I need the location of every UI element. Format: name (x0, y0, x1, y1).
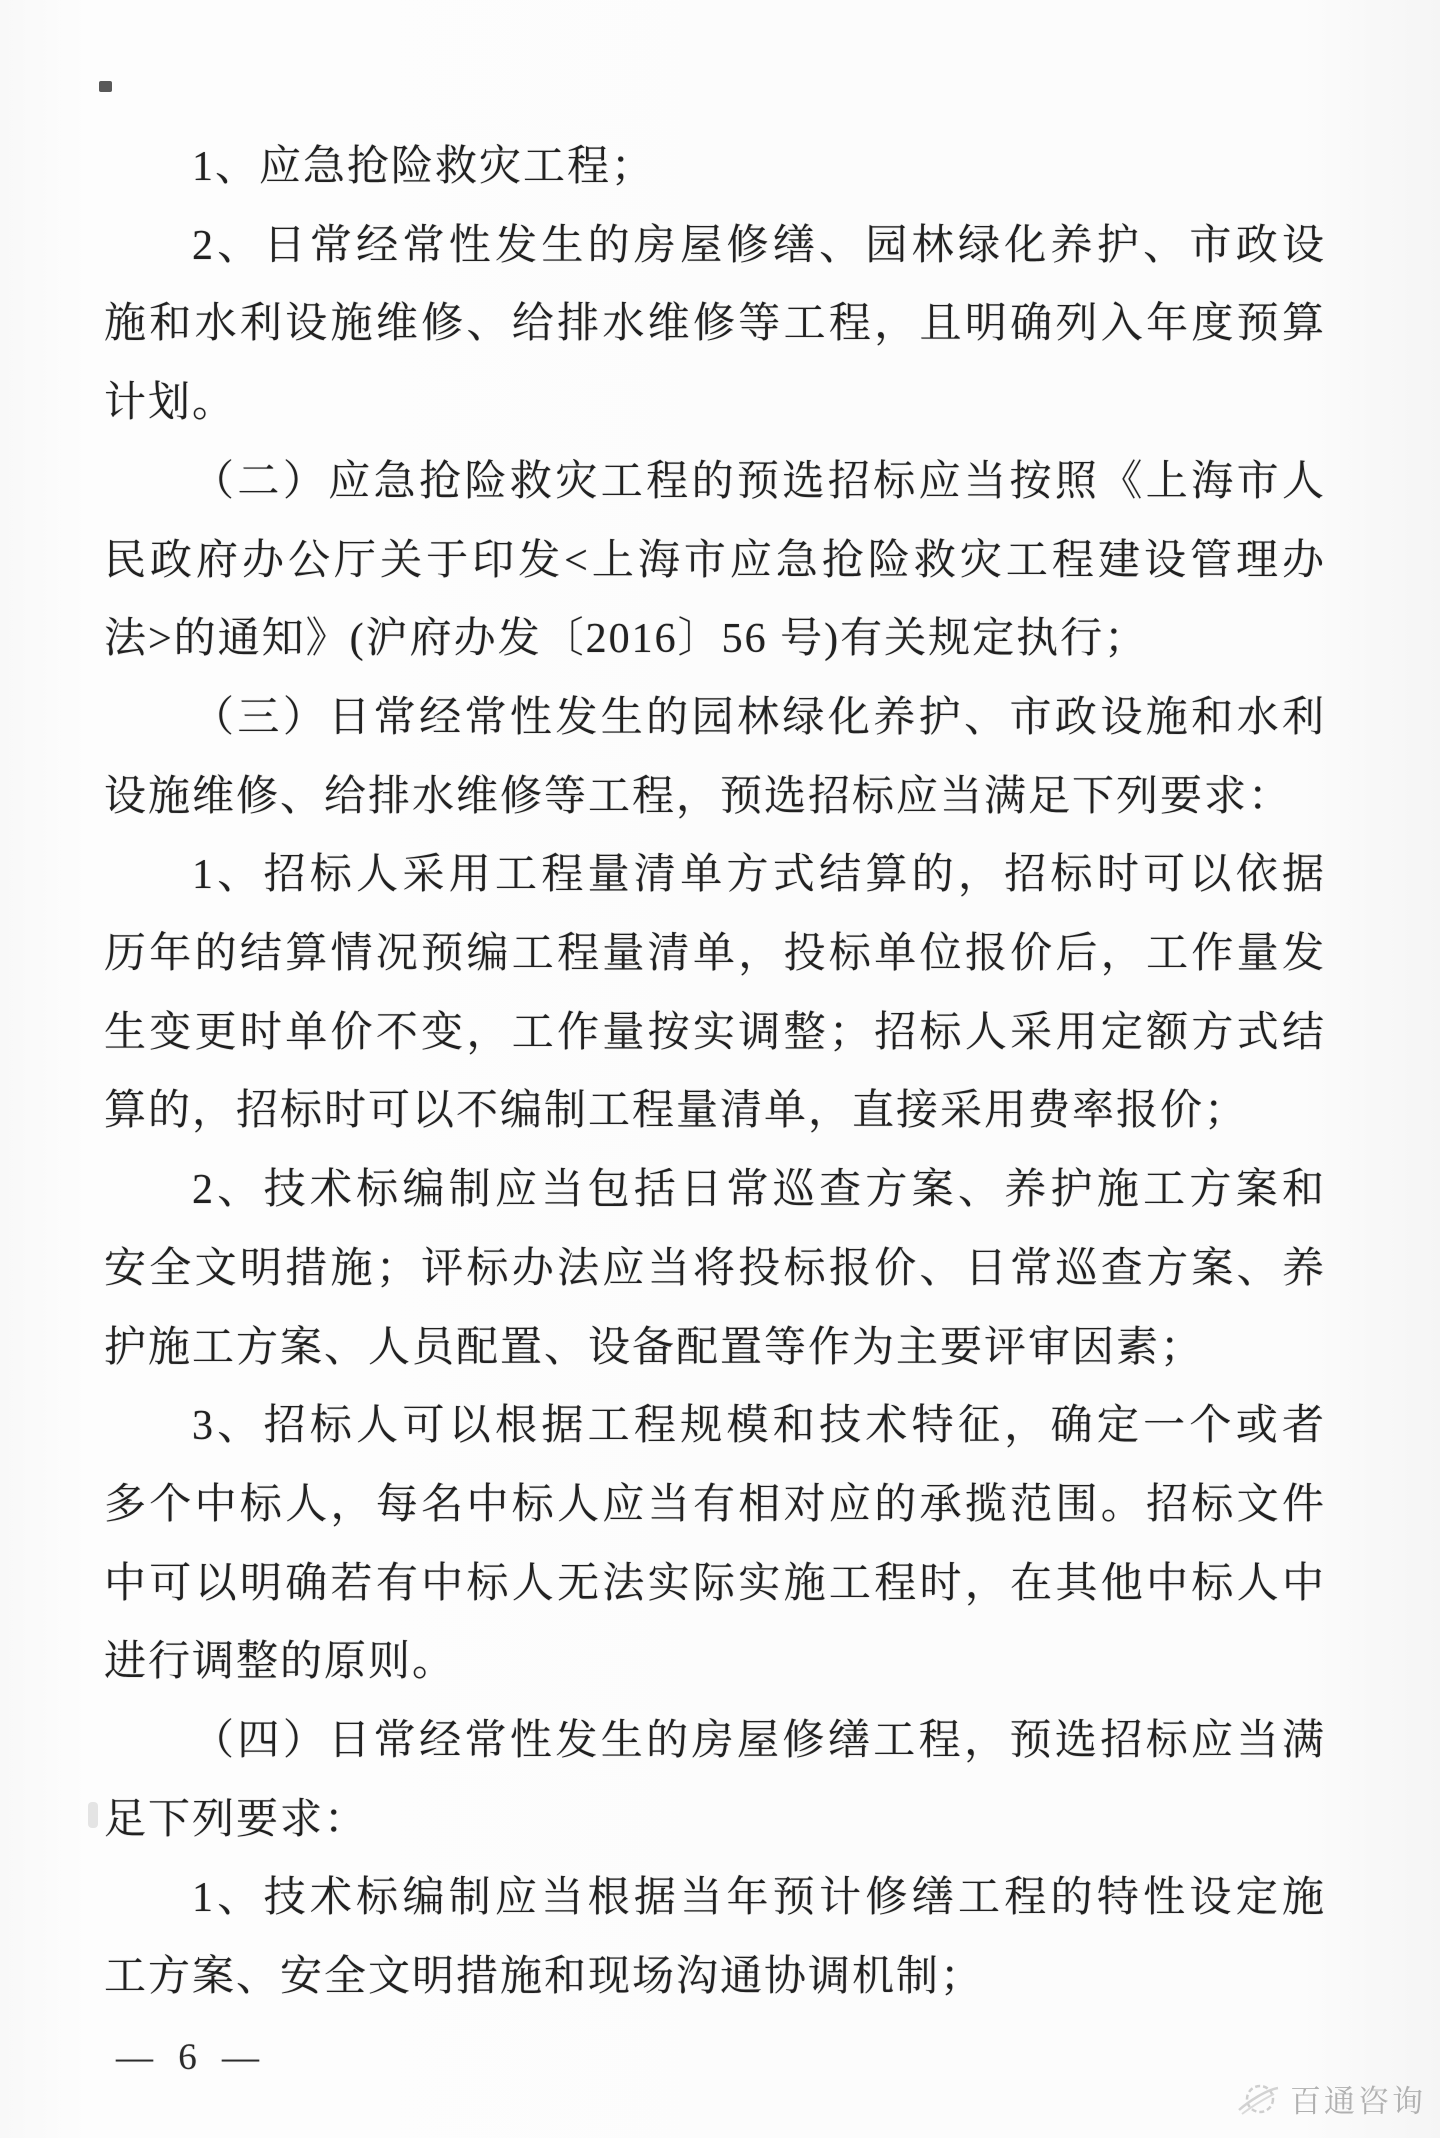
text-line: 进行调整的原则。 (104, 1639, 457, 1686)
text-line: 1、招标人采用工程量清单方式结算的，招标时可以依据 (192, 852, 1326, 899)
text-line: 算的，招标时可以不编制工程量清单，直接采用费率报价； (104, 1088, 1249, 1135)
watermark (1236, 2076, 1426, 2121)
watermark-label: 百通咨询 (1290, 2084, 1426, 2119)
page-number: — 6 — (116, 2037, 267, 2078)
baitong-logo-icon (1236, 2080, 1280, 2118)
scan-smudge (88, 1802, 98, 1828)
text-line: 历年的结算情况预编工程量清单，投标单位报价后，工作量发 (104, 931, 1326, 978)
text-line: 工方案、安全文明措施和现场沟通协调机制； (104, 1954, 985, 2001)
text-line: 3、招标人可以根据工程规模和技术特征，确定一个或者 (192, 1403, 1326, 1450)
text-line: 护施工方案、人员配置、设备配置等作为主要评审因素； (104, 1324, 1205, 1371)
scan-artifact (99, 81, 112, 92)
text-line: （三）日常经常性发生的园林绿化养护、市政设施和水利 (192, 694, 1326, 741)
text-line: 民政府办公厅关于印发<上海市应急抢险救灾工程建设管理办 (104, 537, 1326, 584)
document-page (104, 128, 1326, 2017)
text-line: （四）日常经常性发生的房屋修缮工程，预选招标应当满 (192, 1718, 1326, 1765)
text-line: 法>的通知》(沪府办发〔2016〕56 号)有关规定执行； (104, 616, 1149, 663)
text-line: 多个中标人，每名中标人应当有相对应的承揽范围。招标文件 (104, 1481, 1326, 1528)
text-line: （二）应急抢险救灾工程的预选招标应当按照《上海市人 (192, 458, 1326, 505)
text-line: 2、技术标编制应当包括日常巡查方案、养护施工方案和 (192, 1167, 1326, 1214)
text-line: 2、日常经常性发生的房屋修缮、园林绿化养护、市政设 (192, 222, 1326, 269)
text-line: 施和水利设施维修、给排水维修等工程，且明确列入年度预算 (104, 301, 1326, 348)
text-line: 1、技术标编制应当根据当年预计修缮工程的特性设定施 (192, 1875, 1326, 1922)
text-line: 设施维修、给排水维修等工程，预选招标应当满足下列要求： (104, 773, 1293, 820)
text-line: 足下列要求： (104, 1796, 369, 1843)
text-line: 计划。 (104, 380, 237, 427)
text-line: 中可以明确若有中标人无法实际实施工程时，在其他中标人中 (104, 1560, 1326, 1607)
text-line: 生变更时单价不变，工作量按实调整；招标人采用定额方式结 (104, 1009, 1326, 1056)
text-line: 1、应急抢险救灾工程； (192, 144, 656, 190)
text-line: 安全文明措施；评标办法应当将投标报价、日常巡查方案、养 (104, 1245, 1326, 1292)
